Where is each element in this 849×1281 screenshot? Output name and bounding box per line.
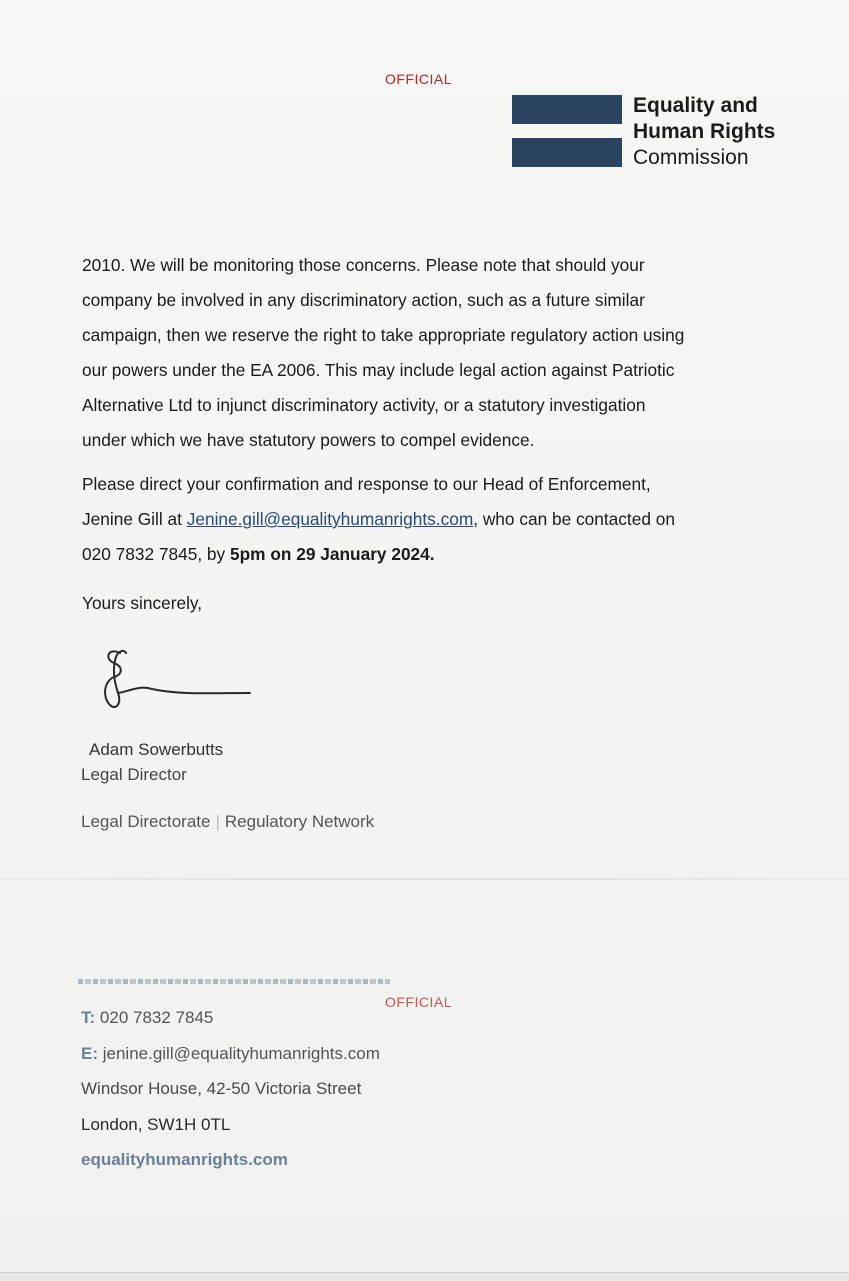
footer-address-line-2: London, SW1H 0TL bbox=[81, 1115, 231, 1134]
text-fragment: 020 7832 7845, by bbox=[82, 544, 230, 564]
footer-phone bbox=[81, 1008, 213, 1028]
paragraph-line: under which we have statutory powers to compel evidence. bbox=[82, 430, 535, 450]
logo-bar-top bbox=[512, 95, 622, 124]
paragraph-line: our powers under the EA 2006. This may include legal action against Patriotic bbox=[82, 360, 675, 380]
paragraph-line: Alternative Ltd to injunct discriminatory activity, or a statutory investigation bbox=[82, 395, 646, 415]
email-label: E: bbox=[81, 1044, 98, 1063]
paragraph-line bbox=[82, 537, 772, 572]
email-address: jenine.gill@equalityhumanrights.com bbox=[102, 1044, 380, 1063]
classification-marking-top: OFFICIAL bbox=[385, 71, 453, 87]
deadline: 5pm on 29 January 2024. bbox=[229, 544, 435, 564]
logo-line-2: Human Rights bbox=[633, 120, 776, 143]
signatory-title: Legal Director bbox=[81, 765, 187, 784]
phone-label: T: bbox=[81, 1008, 96, 1027]
handwritten-signature bbox=[100, 645, 260, 715]
logo-line-1: Equality and bbox=[633, 94, 758, 117]
footer-website: equalityhumanrights.com bbox=[81, 1150, 288, 1169]
text-fragment: Jenine Gill at bbox=[82, 509, 187, 529]
directorate-name: Legal Directorate bbox=[81, 812, 211, 831]
logo-bar-bottom bbox=[512, 138, 622, 167]
email-link[interactable]: Jenine.gill@equalityhumanrights.com bbox=[186, 509, 474, 529]
ehrc-logo bbox=[512, 93, 812, 173]
faded-print-artifact bbox=[78, 979, 390, 984]
text-fragment: , who can be contacted on bbox=[473, 509, 675, 529]
paragraph-line: 2010. We will be monitoring those concerns. Please note that should your bbox=[82, 255, 645, 275]
classification-marking-bottom: OFFICIAL bbox=[385, 994, 453, 1010]
directorate-line bbox=[81, 812, 374, 832]
phone-number: 020 7832 7845 bbox=[99, 1008, 214, 1027]
paragraph-line: campaign, then we reserve the right to take appropriate regulatory action using bbox=[82, 325, 685, 345]
paragraph-regulatory-warning bbox=[82, 248, 772, 458]
closing-salutation: Yours sincerely, bbox=[82, 593, 203, 613]
paragraph-response-instructions bbox=[82, 467, 772, 572]
signatory-name: Adam Sowerbutts bbox=[89, 740, 224, 759]
paper-fold-line bbox=[0, 878, 849, 880]
footer-email bbox=[81, 1044, 380, 1064]
paragraph-line: company be involved in any discriminatory action, such as a future similar bbox=[82, 290, 645, 310]
logo-line-3: Commission bbox=[633, 146, 749, 169]
paragraph-line: Please direct your confirmation and response to our Head of Enforcement, bbox=[82, 474, 651, 494]
footer-address-line-1: Windsor House, 42-50 Victoria Street bbox=[81, 1079, 362, 1098]
paragraph-line bbox=[82, 502, 772, 537]
logo-wordmark bbox=[633, 93, 775, 171]
network-name: Regulatory Network bbox=[224, 812, 375, 831]
separator: | bbox=[215, 812, 220, 831]
